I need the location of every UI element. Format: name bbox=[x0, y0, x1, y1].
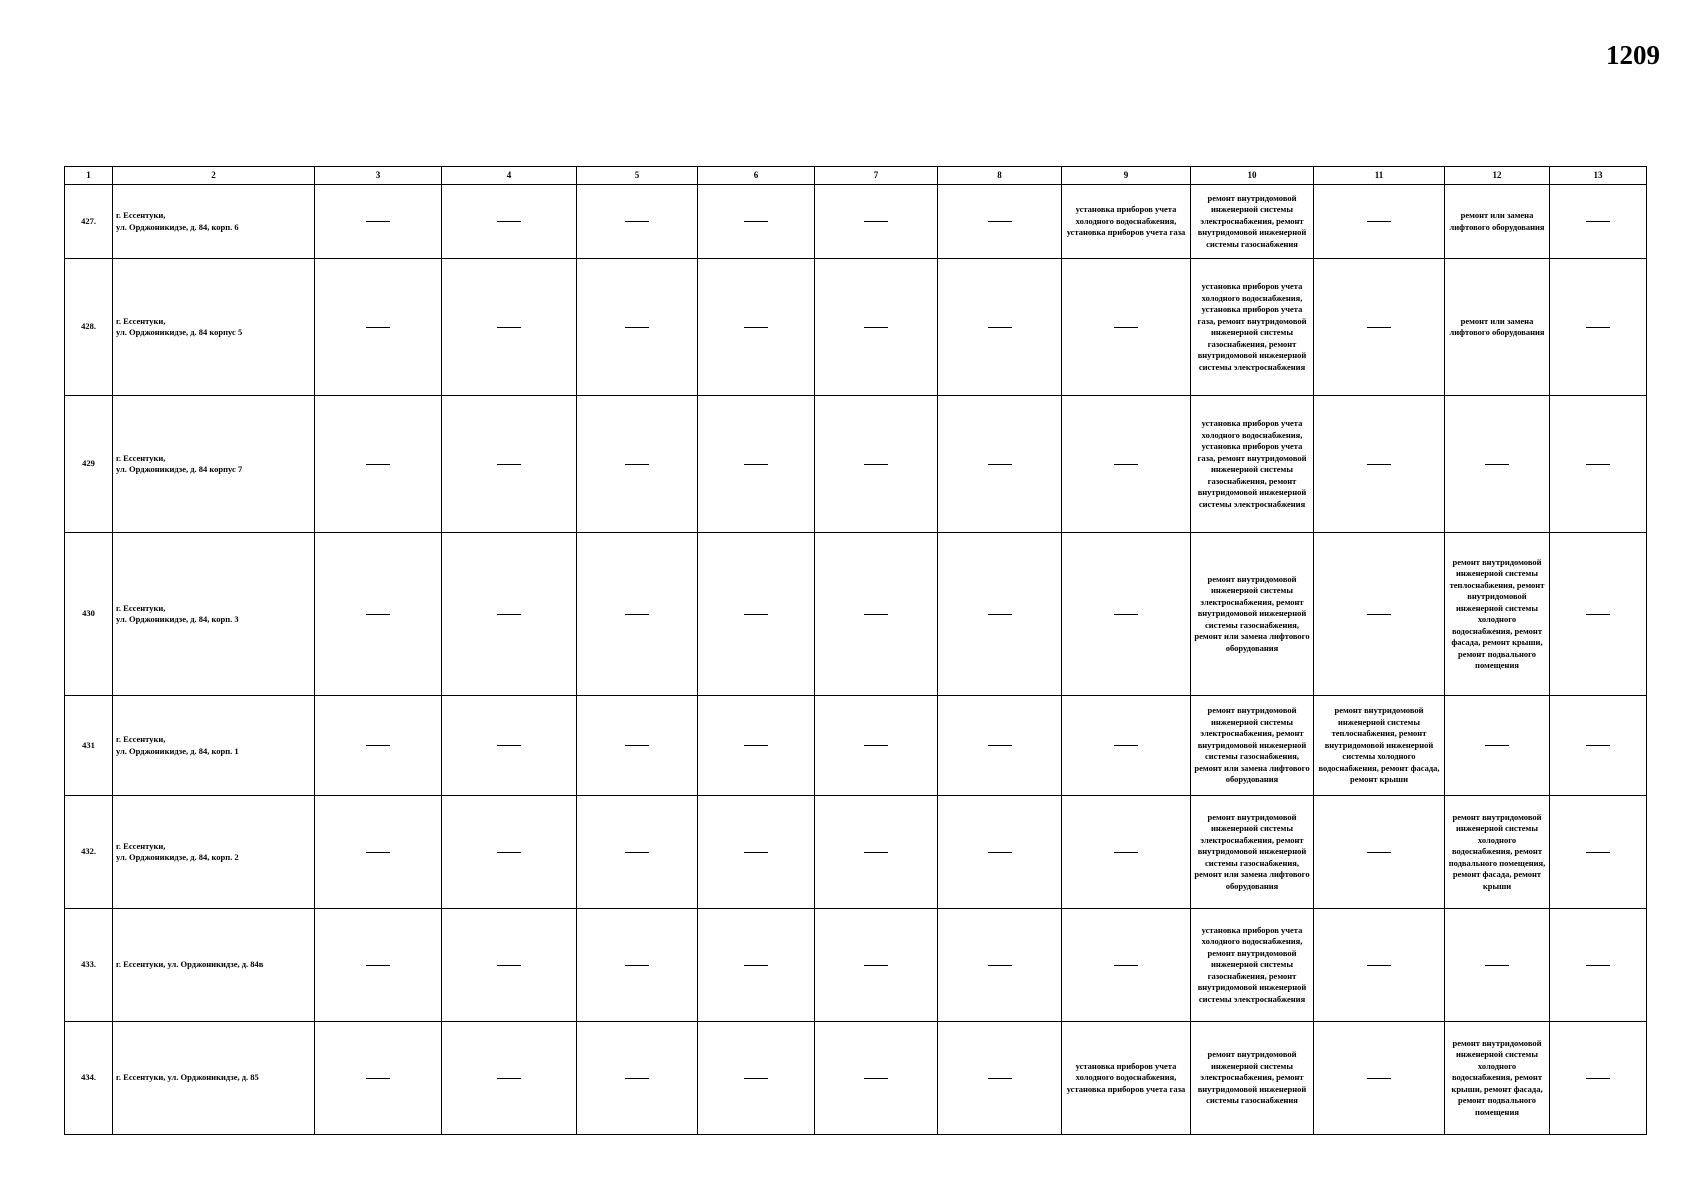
table-row bbox=[65, 185, 1647, 259]
dash-mark bbox=[864, 327, 888, 328]
work-type-cell-11: ремонт внутридомовой инженерной системы теплоснабжения, ремонт внутридомовой инженерной системы холодного водоснабжения, ремонт фасада, ремонт крыши bbox=[1314, 696, 1445, 796]
column-header: 6 bbox=[698, 167, 815, 185]
empty-cell bbox=[698, 533, 815, 696]
empty-cell bbox=[815, 1022, 938, 1135]
table-row bbox=[65, 259, 1647, 396]
dash-mark bbox=[988, 1078, 1012, 1079]
dash-mark bbox=[988, 745, 1012, 746]
column-header: 9 bbox=[1062, 167, 1191, 185]
empty-cell bbox=[315, 185, 442, 259]
dash-mark bbox=[988, 327, 1012, 328]
empty-cell bbox=[315, 259, 442, 396]
dash-mark bbox=[864, 965, 888, 966]
column-header: 3 bbox=[315, 167, 442, 185]
empty-cell bbox=[442, 796, 577, 909]
empty-cell bbox=[577, 259, 698, 396]
empty-cell bbox=[1445, 396, 1550, 533]
table-row bbox=[65, 796, 1647, 909]
dash-mark bbox=[1586, 965, 1610, 966]
empty-cell bbox=[1062, 533, 1191, 696]
empty-cell bbox=[1314, 396, 1445, 533]
dash-mark bbox=[1586, 745, 1610, 746]
address-cell: г. Ессентуки, ул. Орджоникидзе, д. 85 bbox=[113, 1022, 315, 1135]
row-number-cell: 432. bbox=[65, 796, 113, 909]
empty-cell bbox=[442, 396, 577, 533]
dash-mark bbox=[1114, 965, 1138, 966]
empty-cell bbox=[815, 533, 938, 696]
table-row bbox=[65, 396, 1647, 533]
column-header: 10 bbox=[1191, 167, 1314, 185]
empty-cell bbox=[1550, 533, 1647, 696]
row-number-cell: 430 bbox=[65, 533, 113, 696]
empty-cell bbox=[315, 396, 442, 533]
dash-mark bbox=[366, 327, 390, 328]
empty-cell bbox=[315, 696, 442, 796]
empty-cell bbox=[1445, 909, 1550, 1022]
dash-mark bbox=[1586, 327, 1610, 328]
dash-mark bbox=[1586, 1078, 1610, 1079]
empty-cell bbox=[1550, 396, 1647, 533]
work-type-cell-10: установка приборов учета холодного водоснабжения, ремонт внутридомовой инженерной системы газоснабжения, ремонт внутридомовой инженерной системы электроснабжения bbox=[1191, 909, 1314, 1022]
row-number-cell: 427. bbox=[65, 185, 113, 259]
empty-cell bbox=[938, 259, 1062, 396]
dash-mark bbox=[744, 614, 768, 615]
work-type-cell-10: установка приборов учета холодного водоснабжения, установка приборов учета газа, ремонт внутридомовой инженерной системы газоснабжения, ремонт внутридомовой инженерной системы электроснабжения bbox=[1191, 259, 1314, 396]
empty-cell bbox=[1062, 909, 1191, 1022]
row-number-cell: 428. bbox=[65, 259, 113, 396]
dash-mark bbox=[744, 221, 768, 222]
table-row bbox=[65, 1022, 1647, 1135]
empty-cell bbox=[442, 696, 577, 796]
empty-cell bbox=[1445, 696, 1550, 796]
empty-cell bbox=[442, 259, 577, 396]
dash-mark bbox=[744, 852, 768, 853]
empty-cell bbox=[815, 909, 938, 1022]
dash-mark bbox=[988, 221, 1012, 222]
dash-mark bbox=[1367, 614, 1391, 615]
empty-cell bbox=[315, 909, 442, 1022]
dash-mark bbox=[1367, 965, 1391, 966]
dash-mark bbox=[744, 965, 768, 966]
dash-mark bbox=[366, 464, 390, 465]
dash-mark bbox=[625, 1078, 649, 1079]
empty-cell bbox=[815, 796, 938, 909]
address-cell: г. Ессентуки, ул. Орджоникидзе, д. 84, корп. 3 bbox=[113, 533, 315, 696]
dash-mark bbox=[1367, 464, 1391, 465]
empty-cell bbox=[577, 696, 698, 796]
dash-mark bbox=[864, 614, 888, 615]
repair-schedule-table bbox=[64, 166, 1647, 1135]
empty-cell bbox=[315, 533, 442, 696]
work-type-cell-10: ремонт внутридомовой инженерной системы электроснабжения, ремонт внутридомовой инженерной системы газоснабжения, ремонт или замена лифтового оборудования bbox=[1191, 533, 1314, 696]
address-cell: г. Ессентуки, ул. Орджоникидзе, д. 84, корп. 1 bbox=[113, 696, 315, 796]
column-header: 8 bbox=[938, 167, 1062, 185]
dash-mark bbox=[744, 1078, 768, 1079]
address-cell: г. Ессентуки, ул. Орджоникидзе, д. 84 корпус 5 bbox=[113, 259, 315, 396]
column-number-row bbox=[65, 167, 1647, 185]
column-header: 13 bbox=[1550, 167, 1647, 185]
dash-mark bbox=[497, 1078, 521, 1079]
work-type-cell-12: ремонт внутридомовой инженерной системы холодного водоснабжения, ремонт крыши, ремонт фасада, ремонт подвального помещения bbox=[1445, 1022, 1550, 1135]
empty-cell bbox=[815, 696, 938, 796]
work-type-cell-10: установка приборов учета холодного водоснабжения, установка приборов учета газа, ремонт внутридомовой инженерной системы газоснабжения, ремонт внутридомовой инженерной системы электроснабжения bbox=[1191, 396, 1314, 533]
column-header: 1 bbox=[65, 167, 113, 185]
row-number-cell: 429 bbox=[65, 396, 113, 533]
row-number-cell: 431 bbox=[65, 696, 113, 796]
address-cell: г. Ессентуки, ул. Орджоникидзе, д. 84, корп. 6 bbox=[113, 185, 315, 259]
work-type-cell-12: ремонт или замена лифтового оборудования bbox=[1445, 259, 1550, 396]
dash-mark bbox=[864, 745, 888, 746]
work-type-cell-12: ремонт внутридомовой инженерной системы холодного водоснабжения, ремонт подвального помещения, ремонт фасада, ремонт крыши bbox=[1445, 796, 1550, 909]
dash-mark bbox=[1586, 221, 1610, 222]
empty-cell bbox=[442, 1022, 577, 1135]
dash-mark bbox=[497, 464, 521, 465]
dash-mark bbox=[864, 464, 888, 465]
address-cell: г. Ессентуки, ул. Орджоникидзе, д. 84в bbox=[113, 909, 315, 1022]
empty-cell bbox=[442, 909, 577, 1022]
dash-mark bbox=[1367, 1078, 1391, 1079]
empty-cell bbox=[1314, 185, 1445, 259]
empty-cell bbox=[1550, 909, 1647, 1022]
dash-mark bbox=[366, 965, 390, 966]
dash-mark bbox=[864, 852, 888, 853]
dash-mark bbox=[1114, 464, 1138, 465]
empty-cell bbox=[698, 1022, 815, 1135]
empty-cell bbox=[577, 796, 698, 909]
empty-cell bbox=[1550, 185, 1647, 259]
empty-cell bbox=[1314, 796, 1445, 909]
dash-mark bbox=[864, 221, 888, 222]
work-type-cell-10: ремонт внутридомовой инженерной системы электроснабжения, ремонт внутридомовой инженерной системы газоснабжения bbox=[1191, 1022, 1314, 1135]
dash-mark bbox=[497, 965, 521, 966]
empty-cell bbox=[1314, 1022, 1445, 1135]
empty-cell bbox=[698, 396, 815, 533]
empty-cell bbox=[1314, 909, 1445, 1022]
page-number: 1209 bbox=[1606, 40, 1660, 70]
dash-mark bbox=[366, 1078, 390, 1079]
empty-cell bbox=[442, 185, 577, 259]
dash-mark bbox=[625, 327, 649, 328]
dash-mark bbox=[1114, 852, 1138, 853]
empty-cell bbox=[698, 909, 815, 1022]
dash-mark bbox=[744, 464, 768, 465]
table-row bbox=[65, 909, 1647, 1022]
empty-cell bbox=[938, 696, 1062, 796]
dash-mark bbox=[497, 221, 521, 222]
empty-cell bbox=[698, 696, 815, 796]
empty-cell bbox=[1062, 396, 1191, 533]
dash-mark bbox=[366, 745, 390, 746]
work-type-cell-9: установка приборов учета холодного водоснабжения, установка приборов учета газа bbox=[1062, 1022, 1191, 1135]
dash-mark bbox=[1586, 852, 1610, 853]
row-number-cell: 433. bbox=[65, 909, 113, 1022]
dash-mark bbox=[1586, 614, 1610, 615]
empty-cell bbox=[442, 533, 577, 696]
empty-cell bbox=[815, 185, 938, 259]
dash-mark bbox=[744, 745, 768, 746]
empty-cell bbox=[698, 259, 815, 396]
empty-cell bbox=[1550, 696, 1647, 796]
dash-mark bbox=[497, 852, 521, 853]
dash-mark bbox=[625, 614, 649, 615]
dash-mark bbox=[744, 327, 768, 328]
table-row bbox=[65, 696, 1647, 796]
dash-mark bbox=[366, 614, 390, 615]
dash-mark bbox=[625, 221, 649, 222]
dash-mark bbox=[1114, 614, 1138, 615]
work-type-cell-12: ремонт или замена лифтового оборудования bbox=[1445, 185, 1550, 259]
dash-mark bbox=[1367, 327, 1391, 328]
empty-cell bbox=[1062, 259, 1191, 396]
empty-cell bbox=[698, 185, 815, 259]
address-cell: г. Ессентуки, ул. Орджоникидзе, д. 84, корп. 2 bbox=[113, 796, 315, 909]
empty-cell bbox=[815, 259, 938, 396]
empty-cell bbox=[938, 396, 1062, 533]
empty-cell bbox=[938, 909, 1062, 1022]
empty-cell bbox=[938, 185, 1062, 259]
dash-mark bbox=[988, 464, 1012, 465]
empty-cell bbox=[1314, 533, 1445, 696]
empty-cell bbox=[1550, 796, 1647, 909]
dash-mark bbox=[1485, 965, 1509, 966]
dash-mark bbox=[1114, 327, 1138, 328]
dash-mark bbox=[497, 327, 521, 328]
empty-cell bbox=[698, 796, 815, 909]
dash-mark bbox=[625, 745, 649, 746]
table-row bbox=[65, 533, 1647, 696]
work-type-cell-10: ремонт внутридомовой инженерной системы электроснабжения, ремонт внутридомовой инженерной системы газоснабжения bbox=[1191, 185, 1314, 259]
column-header: 11 bbox=[1314, 167, 1445, 185]
empty-cell bbox=[938, 796, 1062, 909]
work-type-cell-10: ремонт внутридомовой инженерной системы электроснабжения, ремонт внутридомовой инженерной системы газоснабжения, ремонт или замена лифтового оборудования bbox=[1191, 796, 1314, 909]
dash-mark bbox=[1586, 464, 1610, 465]
column-header: 4 bbox=[442, 167, 577, 185]
column-header: 12 bbox=[1445, 167, 1550, 185]
empty-cell bbox=[315, 1022, 442, 1135]
dash-mark bbox=[366, 852, 390, 853]
dash-mark bbox=[625, 464, 649, 465]
work-type-cell-12: ремонт внутридомовой инженерной системы теплоснабжения, ремонт внутридомовой инженерной системы холодного водоснабжения, ремонт фасада, ремонт крыши, ремонт подвального помещения bbox=[1445, 533, 1550, 696]
empty-cell bbox=[577, 396, 698, 533]
row-number-cell: 434. bbox=[65, 1022, 113, 1135]
empty-cell bbox=[938, 1022, 1062, 1135]
dash-mark bbox=[497, 614, 521, 615]
empty-cell bbox=[938, 533, 1062, 696]
empty-cell bbox=[1062, 696, 1191, 796]
dash-mark bbox=[1367, 221, 1391, 222]
column-header: 5 bbox=[577, 167, 698, 185]
work-type-cell-9: установка приборов учета холодного водоснабжения, установка приборов учета газа bbox=[1062, 185, 1191, 259]
dash-mark bbox=[988, 614, 1012, 615]
empty-cell bbox=[1550, 1022, 1647, 1135]
work-type-cell-10: ремонт внутридомовой инженерной системы электроснабжения, ремонт внутридомовой инженерной системы газоснабжения, ремонт или замена лифтового оборудования bbox=[1191, 696, 1314, 796]
empty-cell bbox=[577, 185, 698, 259]
address-cell: г. Ессентуки, ул. Орджоникидзе, д. 84 корпус 7 bbox=[113, 396, 315, 533]
dash-mark bbox=[1485, 745, 1509, 746]
dash-mark bbox=[366, 221, 390, 222]
column-header: 2 bbox=[113, 167, 315, 185]
dash-mark bbox=[625, 965, 649, 966]
empty-cell bbox=[815, 396, 938, 533]
dash-mark bbox=[988, 965, 1012, 966]
dash-mark bbox=[625, 852, 649, 853]
dash-mark bbox=[1367, 852, 1391, 853]
column-header: 7 bbox=[815, 167, 938, 185]
empty-cell bbox=[577, 533, 698, 696]
empty-cell bbox=[1550, 259, 1647, 396]
dash-mark bbox=[1114, 745, 1138, 746]
dash-mark bbox=[864, 1078, 888, 1079]
empty-cell bbox=[1062, 796, 1191, 909]
empty-cell bbox=[577, 909, 698, 1022]
empty-cell bbox=[1314, 259, 1445, 396]
dash-mark bbox=[1485, 464, 1509, 465]
empty-cell bbox=[315, 796, 442, 909]
empty-cell bbox=[577, 1022, 698, 1135]
dash-mark bbox=[497, 745, 521, 746]
dash-mark bbox=[988, 852, 1012, 853]
